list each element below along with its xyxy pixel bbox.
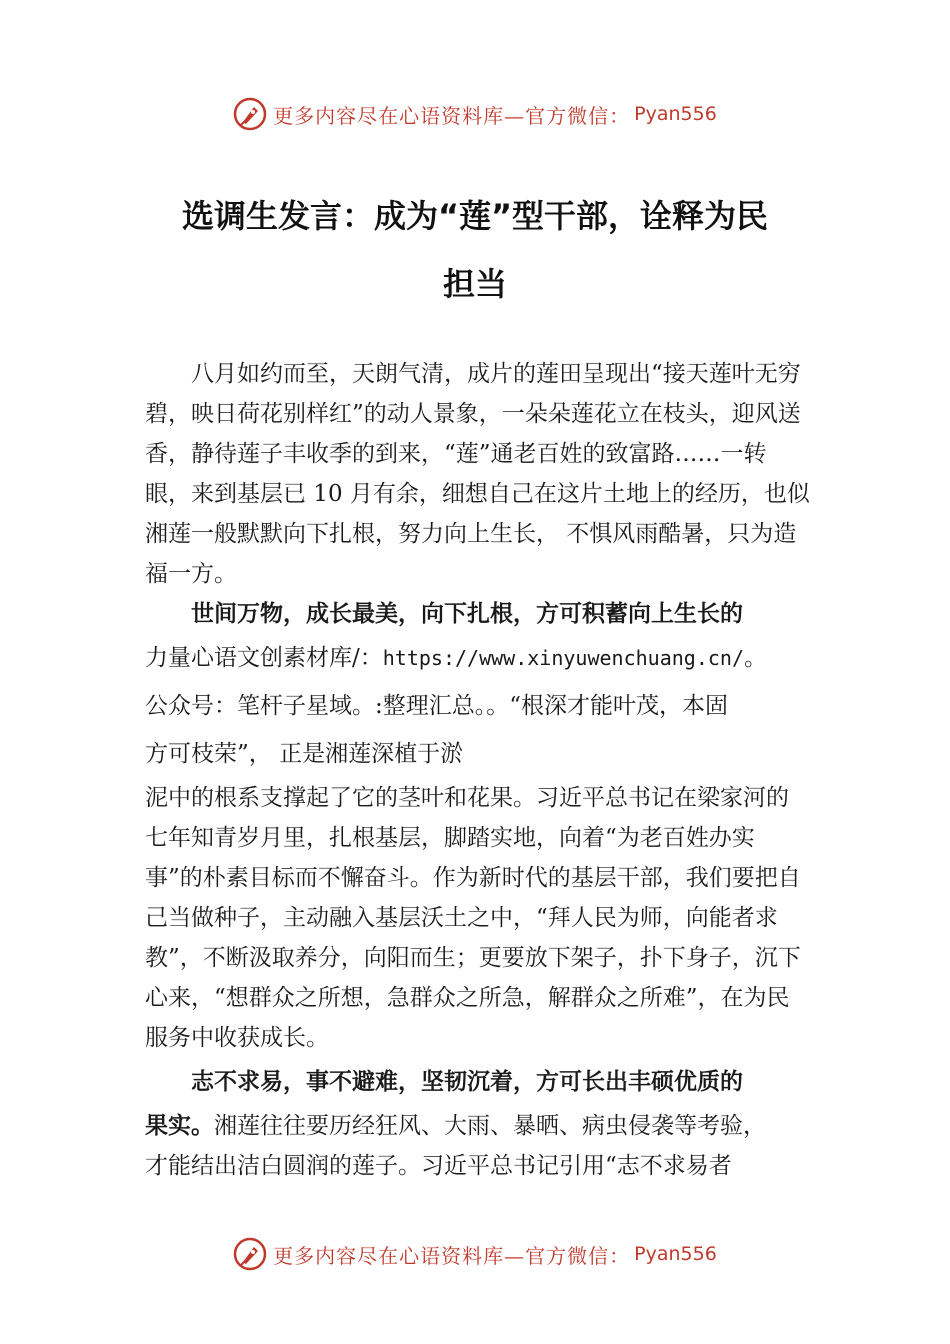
paragraph-trials-text: 湘莲往往要历经狂风、大雨、暴晒、病虫侵袭等考验， (214, 1113, 766, 1139)
account-line: 公众号：笔杆子星域。:整理汇总。。“根深才能叶茂，本固 (145, 693, 729, 719)
section-heading-2: 志不求易，事不避难，坚韧沉着，方可长出丰硕优质的 (191, 1069, 743, 1095)
banner-wechat-id: Pyan556 (634, 1243, 717, 1265)
title-line-1: 选调生发言：成为“莲”型干部，诠释为民 (181, 197, 769, 235)
paragraph-closing: 才能结出洁白圆润的莲子。习近平总书记引用“志不求易者 (145, 1153, 732, 1179)
paragraph-roots: 泥中的根系支撑起了它的茎叶和花果。习近平总书记在梁家河的七年知青岁月里，扎根基层，脚踏实地，向着“为老百姓办实事”的朴素目标而不懈奋斗。作为新时代的基层干部，我们要把自己当做种子，主动融入基层沃土之中，“拜人民为师，向能者求教”，不断汲取养分，向阳而生；更要放下架子，扑下身子，沉下心来，“想群众之所想，急群众之所急，解群众之所难”，在为民服务中收获成长。 (145, 785, 801, 1051)
section-heading-1: 世间万物，成长最美，向下扎根，方可积蓄向上生长的 (191, 601, 743, 627)
title-line-2: 担当 (442, 265, 507, 303)
banner-text: 更多内容尽在心语资料库—官方微信： (273, 1243, 631, 1268)
header-banner-content (233, 97, 717, 131)
paragraph-intro: 八月如约而至，天朗气清，成片的莲田呈现出“接天莲叶无穷碧，映日荷花别样红”的动人景象，一朵朵莲花立在枝头，迎风送香，静待莲子丰收季的到来，“莲”通老百姓的致富路……一转眼，来到基层已 10 月有余，细想自己在这片土地上的经历，也似湘莲一般默默向下扎根，努力向上生长， 不惧风雨酷暑，只为造福一方。 (145, 361, 810, 587)
banner-wechat-id: Pyan556 (634, 103, 717, 125)
pen-nib-logo-icon (233, 97, 267, 131)
document-body (145, 354, 810, 1186)
source-url: https://www.xinyuwenchuang.cn/ (382, 646, 744, 670)
footer-banner (0, 1232, 950, 1276)
footer-banner-content (233, 1237, 717, 1271)
source-end: 。 (743, 645, 767, 671)
banner-text: 更多内容尽在心语资料库—官方微信： (273, 103, 631, 128)
pen-nib-logo-icon (233, 1237, 267, 1271)
source-line (145, 634, 810, 682)
section-heading-2-tail: 果实。 (145, 1113, 214, 1139)
source-label: 力量心语文创素材库/： (145, 645, 383, 671)
quote-line: 方可枝荣”， 正是湘莲深植于淤 (145, 741, 464, 767)
document-title (150, 182, 800, 318)
paragraph-trials (145, 1106, 810, 1146)
header-banner (0, 92, 950, 136)
